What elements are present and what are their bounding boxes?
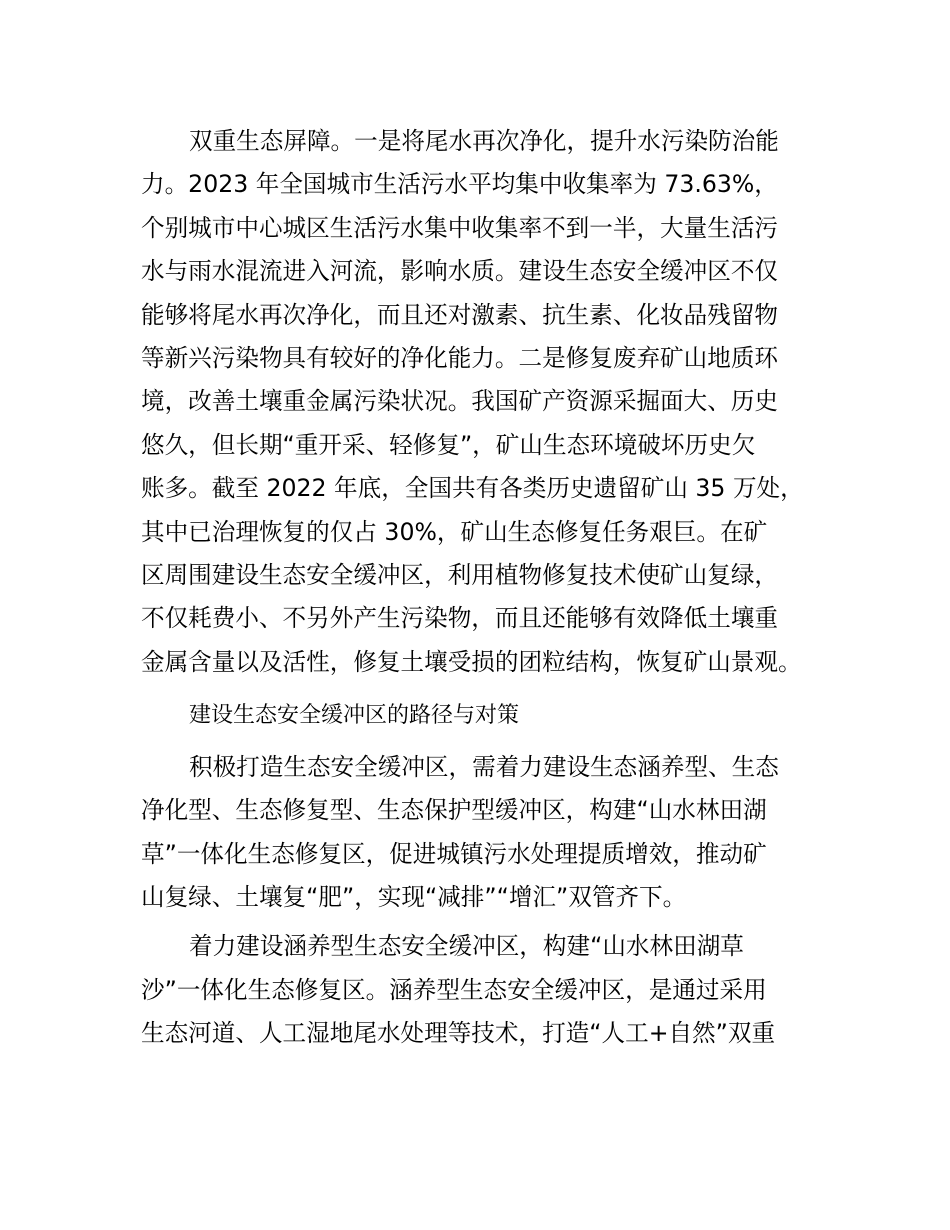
text-line: 不仅耗费小、不另外产生污染物，而且还能够有效降低土壤重 — [141, 604, 779, 633]
text-line: 积极打造生态安全缓冲区，需着力建设生态涵养型、生态 — [189, 752, 779, 781]
paragraph-buffer-zone-strategy — [141, 746, 831, 920]
text-line: 个别城市中心城区生活污水集中收集率不到一半，大量生活污 — [141, 213, 779, 242]
text-line: 力。2023 年全国城市生活污水平均集中收集率为 73.63%， — [141, 170, 778, 199]
text-line: 着力建设涵养型生态安全缓冲区，构建“山水林田湖草 — [189, 932, 744, 961]
text-line: 双重生态屏障。一是将尾水再次净化，提升水污染防治能 — [189, 127, 779, 155]
paragraph-conservation-buffer-zone — [141, 925, 831, 1055]
text-line: 水与雨水混流进入河流，影响水质。建设生态安全缓冲区不仅 — [141, 257, 779, 286]
text-line: 境，改善土壤重金属污染状况。我国矿产资源采掘面大、历史 — [141, 387, 779, 416]
document-page — [141, 120, 831, 1056]
text-line: 生态河道、人工湿地尾水处理等技术，打造“人工+自然”双重 — [141, 1019, 776, 1048]
section-heading: 建设生态安全缓冲区的路径与对策 — [189, 703, 520, 729]
text-line: 山复绿、土壤复“肥”，实现“减排”“增汇”双管齐下。 — [141, 882, 687, 911]
text-line: 账多。截至 2022 年底，全国共有各类历史遗留矿山 35 万处， — [141, 474, 804, 503]
text-line: 草”一体化生态修复区，促进城镇污水处理提质增效，推动矿 — [141, 839, 767, 868]
paragraph-ecological-barrier — [141, 120, 831, 684]
text-line: 净化型、生态修复型、生态保护型缓冲区，构建“山水林田湖 — [141, 796, 767, 825]
text-line: 沙”一体化生态修复区。涵养型生态安全缓冲区，是通过采用 — [141, 975, 767, 1004]
text-line: 其中已治理恢复的仅占 30%，矿山生态修复任务艰巨。在矿 — [141, 517, 768, 546]
text-line: 等新兴污染物具有较好的净化能力。二是修复废弃矿山地质环 — [141, 344, 779, 373]
text-line: 金属含量以及活性，修复土壤受损的团粒结构，恢复矿山景观。 — [141, 647, 802, 676]
text-line: 区周围建设生态安全缓冲区，利用植物修复技术使矿山复绿， — [141, 561, 779, 590]
text-line: 能够将尾水再次净化，而且还对激素、抗生素、化妆品残留物 — [141, 300, 779, 329]
text-line: 悠久，但长期“重开采、轻修复”，矿山生态环境破坏历史欠 — [141, 430, 756, 459]
